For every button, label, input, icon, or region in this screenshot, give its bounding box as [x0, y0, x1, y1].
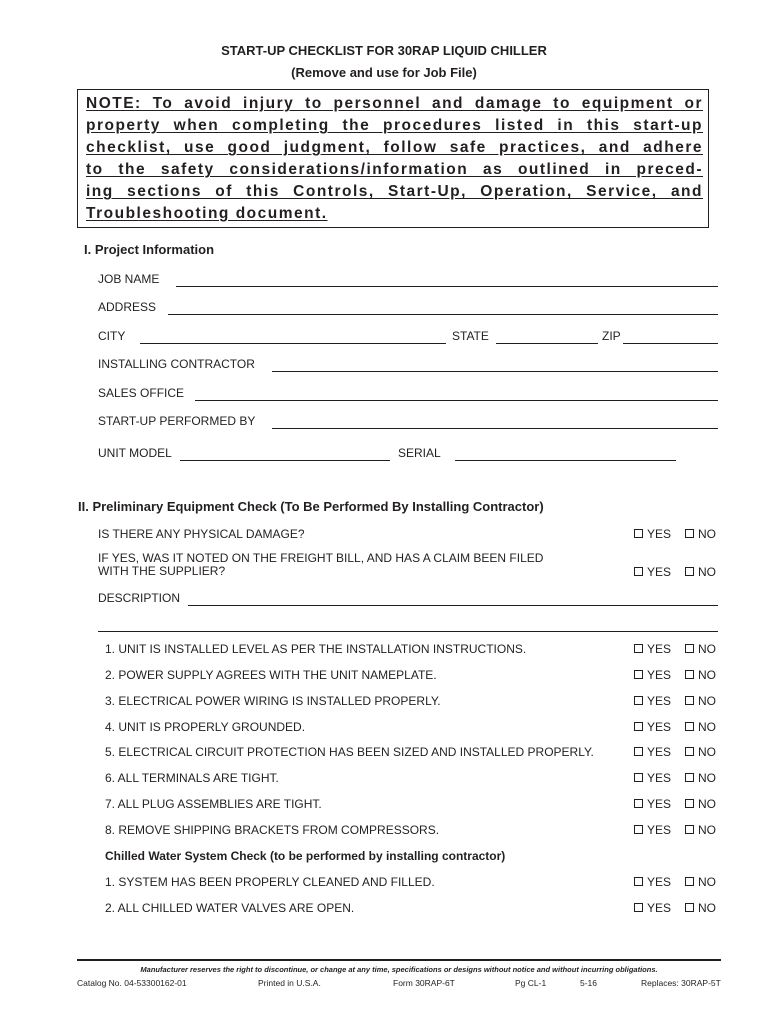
note-line: to the safety considerations/information as outlined in preced-	[86, 161, 703, 178]
note-line: property when completing the procedures listed in this start-up	[86, 117, 703, 134]
note-line: ing sections of this Controls, Start-Up, Operation, Service, and	[86, 183, 703, 200]
state-label: STATE	[452, 329, 489, 343]
footer-printed: Printed in U.S.A.	[258, 978, 321, 988]
footer-catalog: Catalog No. 04-53300162-01	[77, 978, 187, 988]
zip-label: ZIP	[602, 329, 621, 343]
yes-option[interactable]: YES	[634, 901, 671, 915]
footer-form: Form 30RAP-6T	[393, 978, 455, 988]
yes-option[interactable]: YES	[634, 527, 671, 541]
checkbox-icon[interactable]	[685, 644, 694, 653]
question-physical-damage: IS THERE ANY PHYSICAL DAMAGE?	[98, 527, 305, 541]
checkbox-icon[interactable]	[634, 877, 643, 886]
no-option[interactable]: NO	[685, 668, 716, 682]
checkbox-icon[interactable]	[685, 567, 694, 576]
installing-contractor-label: INSTALLING CONTRACTOR	[98, 357, 255, 371]
no-option[interactable]: NO	[685, 694, 716, 708]
note-line: Troubleshooting document.	[86, 205, 328, 222]
page-subtitle: (Remove and use for Job File)	[291, 65, 477, 80]
state-field[interactable]	[496, 343, 598, 344]
footer-replaces: Replaces: 30RAP-5T	[641, 978, 721, 988]
chilled-water-heading: Chilled Water System Check (to be performed by installing contractor)	[105, 849, 506, 863]
safety-note-box	[77, 89, 709, 228]
footer-page: Pg CL-1	[515, 978, 547, 988]
checkbox-icon[interactable]	[685, 799, 694, 808]
serial-label: SERIAL	[398, 446, 441, 460]
job-name-field[interactable]	[176, 286, 718, 287]
startup-performed-by-field[interactable]	[272, 428, 718, 429]
sales-office-field[interactable]	[195, 400, 718, 401]
yes-option[interactable]: YES	[634, 642, 671, 656]
checkbox-icon[interactable]	[634, 644, 643, 653]
footer-date: 5-16	[580, 978, 598, 988]
no-option[interactable]: NO	[685, 901, 716, 915]
checklist-item: 1. UNIT IS INSTALLED LEVEL AS PER THE INSTALLATION INSTRUCTIONS.	[105, 642, 527, 656]
yes-option[interactable]: YES	[634, 694, 671, 708]
description-field-line-2[interactable]	[98, 631, 718, 632]
checkbox-icon[interactable]	[634, 747, 643, 756]
checkbox-icon[interactable]	[685, 696, 694, 705]
checkbox-icon[interactable]	[634, 696, 643, 705]
checklist-item: 6. ALL TERMINALS ARE TIGHT.	[105, 771, 279, 785]
checklist-item: 2. POWER SUPPLY AGREES WITH THE UNIT NAMEPLATE.	[105, 668, 437, 682]
no-option[interactable]: NO	[685, 875, 716, 889]
no-option[interactable]: NO	[685, 823, 716, 837]
note-line: NOTE: To avoid injury to personnel and damage to equipment or	[86, 95, 703, 112]
no-option[interactable]: NO	[685, 642, 716, 656]
no-option[interactable]: NO	[685, 771, 716, 785]
city-field[interactable]	[140, 343, 446, 344]
note-line: checklist, use good judgment, follow safe practices, and adhere	[86, 139, 703, 156]
description-field[interactable]	[188, 605, 718, 606]
no-option[interactable]: NO	[685, 797, 716, 811]
checkbox-icon[interactable]	[685, 747, 694, 756]
yes-option[interactable]: YES	[634, 875, 671, 889]
checkbox-icon[interactable]	[634, 567, 643, 576]
yes-option[interactable]: YES	[634, 668, 671, 682]
startup-performed-by-label: START-UP PERFORMED BY	[98, 414, 256, 428]
page-title: START-UP CHECKLIST FOR 30RAP LIQUID CHILLER	[221, 43, 547, 58]
section-project-info-heading: I. Project Information	[84, 242, 215, 257]
checkbox-icon[interactable]	[685, 825, 694, 834]
checkbox-icon[interactable]	[685, 877, 694, 886]
no-option[interactable]: NO	[685, 745, 716, 759]
sales-office-label: SALES OFFICE	[98, 386, 185, 400]
question-freight-bill: IF YES, WAS IT NOTED ON THE FREIGHT BILL, AND HAS A CLAIM BEEN FILED WITH THE SUPPLIER?	[98, 551, 544, 578]
checkbox-icon[interactable]	[685, 529, 694, 538]
no-option[interactable]: NO	[685, 565, 716, 579]
yes-option[interactable]: YES	[634, 797, 671, 811]
checklist-item: 3. ELECTRICAL POWER WIRING IS INSTALLED PROPERLY.	[105, 694, 441, 708]
zip-field[interactable]	[623, 343, 718, 344]
city-label: CITY	[98, 329, 126, 343]
address-field[interactable]	[168, 314, 718, 315]
checklist-item: 2. ALL CHILLED WATER VALVES ARE OPEN.	[105, 901, 355, 915]
unit-model-field[interactable]	[180, 460, 390, 461]
checkbox-icon[interactable]	[634, 903, 643, 912]
yes-option[interactable]: YES	[634, 720, 671, 734]
checkbox-icon[interactable]	[634, 670, 643, 679]
yes-option[interactable]: YES	[634, 823, 671, 837]
checklist-item: 8. REMOVE SHIPPING BRACKETS FROM COMPRESSORS.	[105, 823, 440, 837]
checkbox-icon[interactable]	[685, 903, 694, 912]
checkbox-icon[interactable]	[685, 722, 694, 731]
yes-option[interactable]: YES	[634, 745, 671, 759]
checkbox-icon[interactable]	[634, 722, 643, 731]
serial-field[interactable]	[455, 460, 676, 461]
checkbox-icon[interactable]	[685, 773, 694, 782]
installing-contractor-field[interactable]	[272, 371, 718, 372]
checkbox-icon[interactable]	[634, 773, 643, 782]
checkbox-icon[interactable]	[685, 670, 694, 679]
address-label: ADDRESS	[98, 300, 157, 314]
no-option[interactable]: NO	[685, 527, 716, 541]
footer-notice: Manufacturer reserves the right to discontinue, or change at any time, specifications or designs without notice and without incurring obligations.	[140, 965, 658, 974]
unit-model-label: UNIT MODEL	[98, 446, 172, 460]
checklist-item: 7. ALL PLUG ASSEMBLIES ARE TIGHT.	[105, 797, 322, 811]
checkbox-icon[interactable]	[634, 529, 643, 538]
no-option[interactable]: NO	[685, 720, 716, 734]
checkbox-icon[interactable]	[634, 825, 643, 834]
checklist-item: 1. SYSTEM HAS BEEN PROPERLY CLEANED AND FILLED.	[105, 875, 435, 889]
checklist-item: 5. ELECTRICAL CIRCUIT PROTECTION HAS BEEN SIZED AND INSTALLED PROPERLY.	[105, 745, 594, 759]
footer-divider	[77, 959, 721, 961]
section-preliminary-check-heading: II. Preliminary Equipment Check (To Be Performed By Installing Contractor)	[78, 499, 544, 514]
checklist-item: 4. UNIT IS PROPERLY GROUNDED.	[105, 720, 306, 734]
yes-option[interactable]: YES	[634, 771, 671, 785]
checkbox-icon[interactable]	[634, 799, 643, 808]
job-name-label: JOB NAME	[98, 272, 160, 286]
description-label: DESCRIPTION	[98, 591, 181, 605]
yes-option[interactable]: YES	[634, 565, 671, 579]
